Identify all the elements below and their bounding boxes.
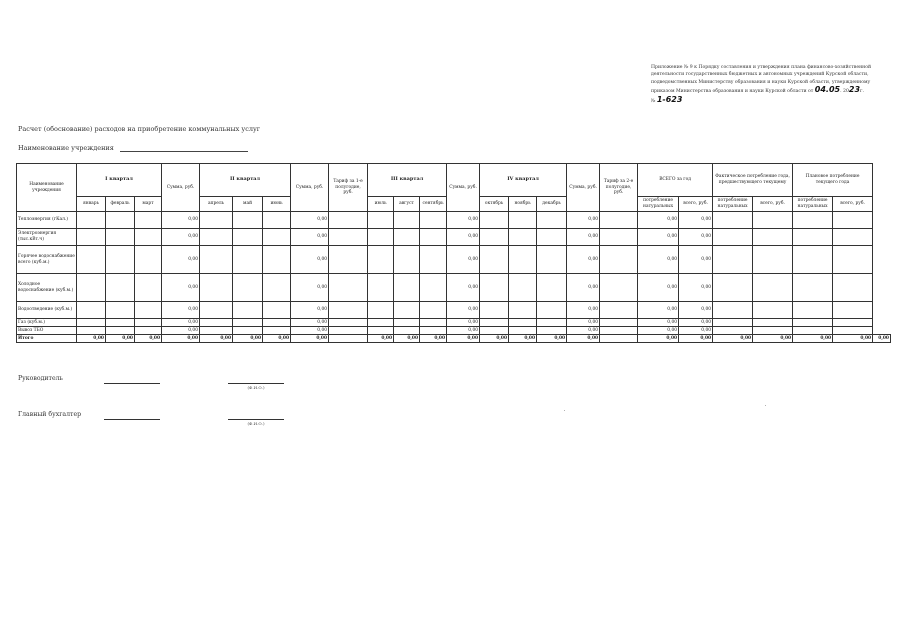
header-q3: III квартал	[368, 164, 447, 197]
month-cell	[233, 212, 263, 229]
month-cell	[106, 274, 135, 302]
q2-sum-cell: 0,00	[291, 319, 329, 327]
q4-sum-cell: 0,00	[567, 327, 600, 335]
month-cell	[394, 274, 420, 302]
month-cell	[368, 229, 394, 246]
empty-cell	[753, 274, 793, 302]
q1-sum-cell: 0,00	[162, 212, 200, 229]
empty-cell	[793, 302, 833, 319]
q1-sum-cell: 0,00	[162, 274, 200, 302]
accountant-fio-line[interactable]	[228, 419, 284, 420]
year-consumption-cell: 0,00	[638, 246, 679, 274]
year-consumption-cell: 0,00	[638, 212, 679, 229]
empty-cell	[713, 246, 753, 274]
total-cell: 0,00	[537, 335, 567, 343]
header-tariff-2: Тариф за 2-е полугодие, руб.	[600, 164, 638, 212]
tariff-cell	[329, 246, 368, 274]
month-cell	[106, 327, 135, 335]
accountant-signature-label: Главный бухгалтер	[18, 411, 82, 418]
year-consumption-cell: 0,00	[638, 327, 679, 335]
header-name: Наименование учреждения	[17, 164, 77, 212]
row-label: Газ (куб.м.)	[17, 319, 77, 327]
row-label: Теплоэнергия (гКал.)	[17, 212, 77, 229]
total-cell: 0,00	[263, 335, 291, 343]
header-consumption-fact: потребление натуральных	[713, 197, 753, 212]
total-cell	[600, 335, 638, 343]
table-row	[17, 246, 891, 274]
q2-sum-cell: 0,00	[291, 327, 329, 335]
month-cell	[200, 246, 233, 274]
approval-date-dot: .	[840, 89, 842, 95]
month-cell	[135, 327, 162, 335]
empty-cell	[793, 229, 833, 246]
month-header: январь	[77, 197, 106, 212]
total-cell: 0,00	[200, 335, 233, 343]
scan-speck	[765, 405, 766, 406]
month-cell	[509, 319, 537, 327]
month-cell	[480, 302, 509, 319]
row-label: Водоотведение (куб.м.)	[17, 302, 77, 319]
empty-cell	[833, 319, 873, 327]
q2-sum-cell: 0,00	[291, 302, 329, 319]
month-header: март	[135, 197, 162, 212]
month-cell	[537, 302, 567, 319]
month-cell	[200, 319, 233, 327]
month-cell	[480, 327, 509, 335]
header-consumption: потребление натуральных	[638, 197, 679, 212]
month-cell	[263, 319, 291, 327]
q4-sum-cell: 0,00	[567, 274, 600, 302]
tariff-cell	[600, 212, 638, 229]
month-cell	[106, 319, 135, 327]
month-cell	[420, 274, 447, 302]
month-cell	[200, 327, 233, 335]
header-total-rub-plan: всего, руб.	[833, 197, 873, 212]
total-cell: 0,00	[793, 335, 833, 343]
total-cell: 0,00	[509, 335, 537, 343]
month-cell	[77, 229, 106, 246]
scan-speck	[564, 410, 565, 411]
month-cell	[135, 229, 162, 246]
head-signature-label: Руководитель	[18, 375, 63, 382]
month-cell	[394, 319, 420, 327]
total-cell: 0,00	[135, 335, 162, 343]
approval-number-line	[651, 96, 891, 105]
month-cell	[77, 274, 106, 302]
month-cell	[368, 212, 394, 229]
approval-number-prefix: №	[651, 98, 656, 104]
approval-number: 1-623	[656, 94, 683, 104]
month-header: декабрь	[537, 197, 567, 212]
q4-sum-cell: 0,00	[567, 319, 600, 327]
table-row	[17, 274, 891, 302]
q3-sum-cell: 0,00	[447, 229, 480, 246]
tariff-cell	[600, 302, 638, 319]
tariff-cell	[329, 319, 368, 327]
institution-label: Наименование учреждения	[18, 144, 114, 152]
total-cell: 0,00	[291, 335, 329, 343]
month-cell	[420, 319, 447, 327]
month-header: октябрь	[480, 197, 509, 212]
q3-sum-cell: 0,00	[447, 319, 480, 327]
year-rub-cell: 0,00	[679, 327, 713, 335]
header-q1: I квартал	[77, 164, 162, 197]
month-cell	[263, 327, 291, 335]
year-rub-cell: 0,00	[679, 246, 713, 274]
month-cell	[77, 327, 106, 335]
q4-sum-cell: 0,00	[567, 302, 600, 319]
total-cell: 0,00	[368, 335, 394, 343]
month-cell	[509, 246, 537, 274]
approval-note	[651, 64, 891, 105]
month-cell	[368, 302, 394, 319]
q3-sum-cell: 0,00	[447, 246, 480, 274]
empty-cell	[793, 319, 833, 327]
month-cell	[394, 327, 420, 335]
q4-sum-cell: 0,00	[567, 246, 600, 274]
empty-cell	[713, 302, 753, 319]
month-cell	[200, 302, 233, 319]
month-cell	[394, 229, 420, 246]
empty-cell	[753, 327, 793, 335]
q2-sum-cell: 0,00	[291, 274, 329, 302]
total-cell: 0,00	[567, 335, 600, 343]
q2-sum-cell: 0,00	[291, 246, 329, 274]
month-cell	[394, 302, 420, 319]
total-cell: 0,00	[679, 335, 713, 343]
total-cell: 0,00	[753, 335, 793, 343]
empty-cell	[713, 327, 753, 335]
month-cell	[135, 302, 162, 319]
month-header: июнь	[263, 197, 291, 212]
month-cell	[480, 246, 509, 274]
approval-line: деятельности государственных бюджетных и автономных учреждений Курской области,	[651, 72, 869, 78]
empty-cell	[753, 246, 793, 274]
empty-cell	[833, 246, 873, 274]
month-cell	[537, 274, 567, 302]
month-header: ноябрь	[509, 197, 537, 212]
approval-year-prefix: 20	[843, 89, 849, 95]
empty-cell	[793, 212, 833, 229]
total-cell: 0,00	[447, 335, 480, 343]
tariff-cell	[329, 327, 368, 335]
empty-cell	[793, 246, 833, 274]
month-header: апрель	[200, 197, 233, 212]
month-cell	[480, 319, 509, 327]
month-cell	[200, 212, 233, 229]
month-cell	[77, 212, 106, 229]
month-cell	[420, 246, 447, 274]
month-cell	[106, 229, 135, 246]
header-sum-q4: Сумма, руб.	[567, 164, 600, 212]
table-body	[17, 212, 891, 335]
month-cell	[263, 246, 291, 274]
month-cell	[480, 274, 509, 302]
q3-sum-cell: 0,00	[447, 302, 480, 319]
total-label: Итого	[17, 335, 77, 343]
utilities-calculation-table	[16, 163, 891, 343]
month-cell	[368, 246, 394, 274]
month-cell	[200, 274, 233, 302]
row-label: Электроэнергия (тыс.кВт.ч)	[17, 229, 77, 246]
header-total-rub-fact: всего, руб.	[753, 197, 793, 212]
month-cell	[106, 212, 135, 229]
header-total-year: ВСЕГО за год	[638, 164, 713, 197]
table-row	[17, 229, 891, 246]
month-cell	[480, 229, 509, 246]
q1-sum-cell: 0,00	[162, 302, 200, 319]
head-fio-caption: (Ф.И.О.)	[247, 385, 265, 390]
month-cell	[537, 327, 567, 335]
total-cell: 0,00	[420, 335, 447, 343]
month-cell	[135, 274, 162, 302]
table-row	[17, 327, 891, 335]
header-sum: Сумма, руб.	[447, 164, 480, 212]
header-q4: IV квартал	[480, 164, 567, 197]
total-row	[17, 335, 891, 343]
empty-cell	[753, 319, 793, 327]
q4-sum-cell: 0,00	[567, 229, 600, 246]
total-cell: 0,00	[480, 335, 509, 343]
q3-sum-cell: 0,00	[447, 327, 480, 335]
header-sum: Сумма, руб.	[291, 164, 329, 212]
tariff-cell	[600, 327, 638, 335]
header-q2: II квартал	[200, 164, 291, 197]
month-cell	[509, 229, 537, 246]
total-cell: 0,00	[833, 335, 873, 343]
month-cell	[537, 246, 567, 274]
year-rub-cell: 0,00	[679, 319, 713, 327]
empty-cell	[833, 327, 873, 335]
institution-name-field[interactable]	[120, 145, 248, 152]
table-header-row	[17, 164, 891, 197]
document-title: Расчет (обоснование) расходов на приобретение коммунальных услуг	[18, 125, 261, 133]
month-cell	[509, 302, 537, 319]
header-total-rub: всего, руб.	[679, 197, 713, 212]
month-cell	[537, 229, 567, 246]
total-cell: 0,00	[77, 335, 106, 343]
month-cell	[420, 229, 447, 246]
header-sum: Сумма, руб.	[162, 164, 200, 212]
empty-cell	[753, 229, 793, 246]
month-cell	[420, 302, 447, 319]
empty-cell	[833, 274, 873, 302]
month-header: май	[233, 197, 263, 212]
month-cell	[394, 212, 420, 229]
empty-cell	[753, 302, 793, 319]
q2-sum-cell: 0,00	[291, 229, 329, 246]
total-cell: 0,00	[106, 335, 135, 343]
empty-cell	[753, 212, 793, 229]
month-cell	[263, 274, 291, 302]
approval-line: подведомственных Министерству образования и науки Курской области, утвержденному	[651, 79, 871, 85]
month-cell	[77, 302, 106, 319]
tariff-cell	[600, 319, 638, 327]
tariff-cell	[329, 302, 368, 319]
month-cell	[509, 212, 537, 229]
approval-date-day: 04	[814, 85, 826, 95]
total-cell: 0,00	[638, 335, 679, 343]
table-row	[17, 319, 891, 327]
header-tariff-1: Тариф за 1-е полугодие, руб.	[329, 164, 368, 212]
month-cell	[537, 319, 567, 327]
tariff-cell	[600, 229, 638, 246]
row-label: Горячее водоснабжение всего (куб.м.)	[17, 246, 77, 274]
approval-date-sep: .	[825, 85, 829, 95]
month-cell	[263, 229, 291, 246]
month-cell	[77, 246, 106, 274]
table-row	[17, 212, 891, 229]
tariff-cell	[600, 274, 638, 302]
empty-cell	[833, 229, 873, 246]
month-header: сентябрь	[420, 197, 447, 212]
empty-cell	[833, 302, 873, 319]
month-cell	[263, 302, 291, 319]
head-signature-line[interactable]	[104, 383, 160, 384]
empty-cell	[833, 212, 873, 229]
q1-sum-cell: 0,00	[162, 229, 200, 246]
accountant-fio-caption: (Ф.И.О.)	[247, 421, 265, 426]
year-rub-cell: 0,00	[679, 229, 713, 246]
month-cell	[368, 274, 394, 302]
header-plan: Плановое потребление текущего года	[793, 164, 873, 197]
year-consumption-cell: 0,00	[638, 274, 679, 302]
month-cell	[200, 229, 233, 246]
tariff-cell	[329, 274, 368, 302]
header-consumption-plan: потребление натуральных	[793, 197, 833, 212]
year-rub-cell: 0,00	[679, 212, 713, 229]
month-cell	[509, 327, 537, 335]
month-cell	[509, 274, 537, 302]
tariff-cell	[329, 212, 368, 229]
q3-sum-cell: 0,00	[447, 274, 480, 302]
month-cell	[233, 274, 263, 302]
q1-sum-cell: 0,00	[162, 327, 200, 335]
month-cell	[537, 212, 567, 229]
month-header: июль	[368, 197, 394, 212]
total-cell: 0,00	[873, 335, 891, 343]
approval-line: Приложение № 9 к Порядку составления и утверждения плана финансово-хозяйственной	[651, 65, 872, 70]
year-consumption-cell: 0,00	[638, 319, 679, 327]
q4-sum-cell: 0,00	[567, 212, 600, 229]
month-cell	[106, 302, 135, 319]
month-cell	[135, 246, 162, 274]
month-cell	[233, 302, 263, 319]
year-consumption-cell: 0,00	[638, 229, 679, 246]
total-cell: 0,00	[162, 335, 200, 343]
empty-cell	[713, 212, 753, 229]
month-cell	[394, 246, 420, 274]
empty-cell	[713, 274, 753, 302]
month-cell	[263, 212, 291, 229]
total-cell: 0,00	[394, 335, 420, 343]
approval-year-suffix: г.	[860, 89, 864, 95]
accountant-signature-line[interactable]	[104, 419, 160, 420]
q2-sum-cell: 0,00	[291, 212, 329, 229]
approval-date-month: 05	[828, 85, 841, 95]
institution-row	[18, 144, 248, 152]
month-cell	[233, 229, 263, 246]
month-cell	[480, 212, 509, 229]
tariff-cell	[600, 246, 638, 274]
month-header: февраль	[106, 197, 135, 212]
empty-cell	[793, 327, 833, 335]
empty-cell	[713, 229, 753, 246]
q3-sum-cell: 0,00	[447, 212, 480, 229]
month-cell	[368, 327, 394, 335]
month-cell	[420, 212, 447, 229]
total-cell: 0,00	[713, 335, 753, 343]
year-consumption-cell: 0,00	[638, 302, 679, 319]
empty-cell	[713, 319, 753, 327]
month-cell	[420, 327, 447, 335]
month-cell	[106, 246, 135, 274]
month-cell	[233, 327, 263, 335]
year-rub-cell: 0,00	[679, 274, 713, 302]
month-cell	[77, 319, 106, 327]
month-header: август	[394, 197, 420, 212]
total-cell	[329, 335, 368, 343]
approval-line	[651, 86, 891, 95]
tariff-cell	[329, 229, 368, 246]
month-cell	[135, 319, 162, 327]
month-cell	[368, 319, 394, 327]
q1-sum-cell: 0,00	[162, 246, 200, 274]
approval-line-text: приказом Министерства образования и науки Курской области от	[651, 89, 814, 95]
year-rub-cell: 0,00	[679, 302, 713, 319]
month-cell	[233, 246, 263, 274]
approval-year: 23	[848, 85, 861, 95]
empty-cell	[793, 274, 833, 302]
head-fio-line[interactable]	[228, 383, 284, 384]
header-fact: Фактическое потребление года, предшествующего текущему	[713, 164, 793, 197]
month-cell	[135, 212, 162, 229]
total-cell: 0,00	[233, 335, 263, 343]
table-row	[17, 302, 891, 319]
month-cell	[233, 319, 263, 327]
row-label: Вывоз ТБО	[17, 327, 77, 335]
row-label: Холодное водоснабжение (куб.м.)	[17, 274, 77, 302]
q1-sum-cell: 0,00	[162, 319, 200, 327]
